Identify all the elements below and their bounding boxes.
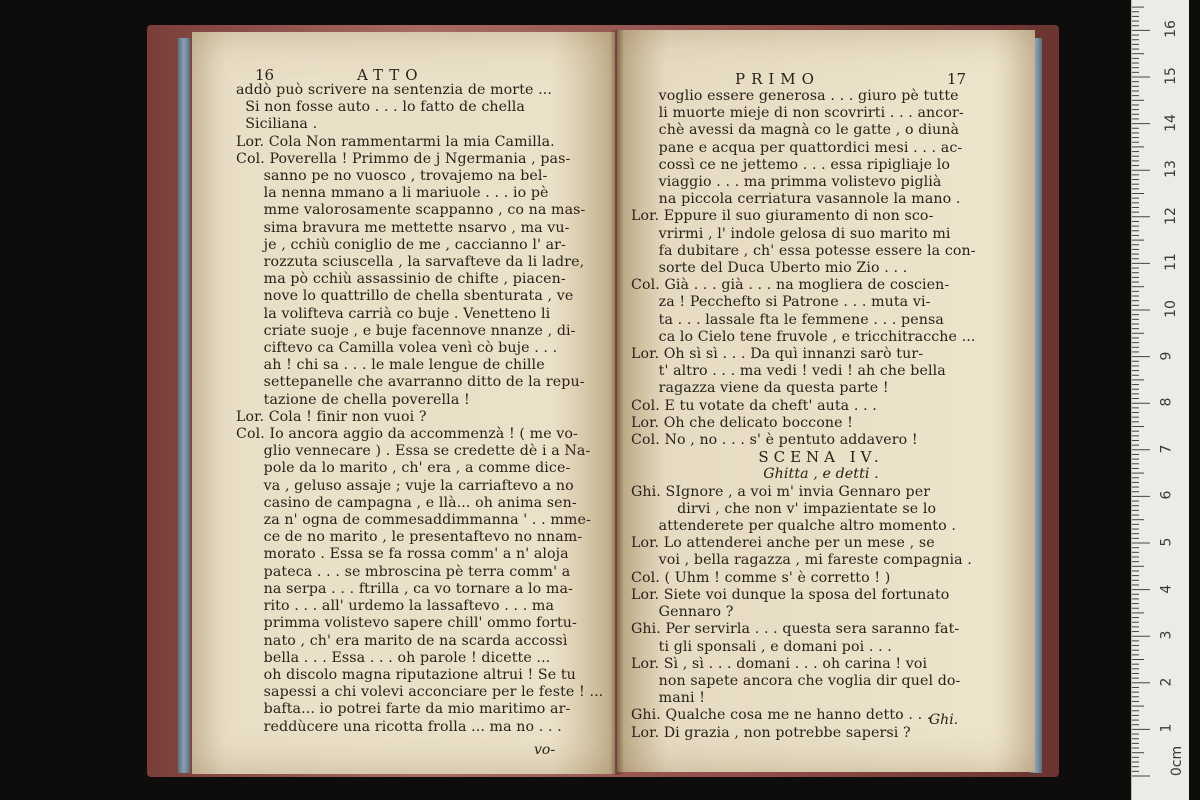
text-line: Col. Poverella ! Primmo de j Ngermania , pas- [236,150,571,167]
text-line: ah ! chi sa . . . le male lengue de chille [236,357,545,374]
ruler-number: 15 [1162,67,1179,85]
ruler-number: 9 [1158,351,1175,361]
text-line: pateca . . . se mbroscina pè terra comm' a [236,563,571,580]
page-number-right: 17 [947,70,967,88]
ruler-number: 7 [1158,444,1175,454]
text-line: ciftevo ca Camilla volea venì cò buje . . . [236,340,558,357]
text-line: fa dubitare , ch' essa potesse essere la con- [631,242,976,259]
text-line: nove lo quattrillo de chella sbenturata , ve [236,288,574,305]
left-page-text [236,82,603,736]
ruler-number: 16 [1162,20,1179,39]
text-line: rozzuta sciuscella , la sarvafteve da li ladre, [236,254,585,271]
text-line: attenderete per qualche altro momento . [631,518,956,535]
text-line: pole da lo marito , ch' era , a comme dice- [236,460,571,477]
text-line: Lor. Cola ! finir non vuoi ? [236,408,427,425]
text-line: Lor. Eppure il suo giuramento di non sco- [631,208,934,225]
text-line: Lor. Siete voi dunque la sposa del fortunato [631,586,950,603]
ruler-number: 6 [1158,490,1175,500]
ruler-number: 2 [1158,677,1175,687]
text-line: na piccola cerriatura vasannole la mano . [631,191,961,208]
text-line: ragazza viene da questa parte ! [631,380,889,397]
text-line: Lor. Di grazia , non potrebbe sapersi ? [631,724,911,741]
text-line: za n' ogna de commesaddimmanna ' . . mme- [236,512,591,529]
text-line: Lor. Cola Non rammentarmi la mia Camilla. [236,133,555,150]
text-line: je , cchiù coniglio de me , caccianno l' ar- [236,236,566,253]
text-line: ca lo Cielo tene fruvole , e tricchitracche ... [631,328,976,345]
scene-cast: Ghitta , e detti . [763,466,879,483]
text-line: non sapete ancora che voglia dir quel do- [631,672,961,689]
text-line: va , geluso assaje ; vuje la carriaftevo a no [236,477,574,494]
text-line: voi , bella ragazza , mi fareste compagnia . [631,552,972,569]
scene-title: SCENA IV. [758,448,884,467]
right-page-text [631,88,1011,742]
text-line: Siciliana . [236,116,318,133]
left-binding-strip [178,38,190,773]
text-line: dirvi , che non v' impazientate se lo [631,500,937,517]
text-line: Ghi. Per servirla . . . questa sera saranno fat- [631,621,960,638]
text-line: Lor. Oh che delicato boccone ! [631,414,853,431]
text-line: ti gli sponsali , e domani poi . . . [631,638,892,655]
text-line: la volifteva carrià co buje . Venetteno li [236,305,551,322]
text-line: ma pò cchiù assassinio de chifte , piacen- [236,271,566,288]
text-line: Ghi. Qualche cosa me ne hanno detto . . . [631,707,932,724]
text-line: Si non fosse auto . . . lo fatto de chella [236,99,525,116]
text-line: cossì ce ne jettemo . . . essa ripigliaje lo [631,156,951,173]
text-line: morato . Essa se fa rossa comm' a n' aloja [236,546,569,563]
text-line: viaggio . . . ma primma volistevo piglià [631,174,942,191]
running-head-right: PRIMO [735,70,820,88]
text-line: tazione de chella poverella ! [236,391,470,408]
ruler-number: 4 [1158,584,1175,594]
text-line: bafta... io potrei farte da mio maritimo ar- [236,701,571,718]
text-line: rito . . . all' urdemo la lassaftevo . . . ma [236,598,555,615]
ruler-number: 10 [1162,300,1179,318]
text-line: casino de campagna , e llà... oh anima sen- [236,494,577,511]
measuring-ruler [1131,0,1189,800]
text-line: voglio essere generosa . . . giuro pè tutte [631,88,959,104]
text-line: Col. ( Uhm ! comme s' è corretto ! ) [631,569,891,586]
running-head-left: ATTO [357,66,424,84]
text-line: na serpa . . . ftrilla , ca vo tornare a lo ma- [236,580,573,597]
text-line: Col. E tu votate da cheft' auta . . . [631,397,877,414]
text-line: sorte del Duca Uberto mio Zio . . . [631,260,908,277]
right-page [617,30,1035,772]
ruler-number: 3 [1158,630,1175,640]
catchword-left: vo- [534,742,556,758]
ruler-number: 1 [1158,723,1175,733]
text-line: la nenna mmano a li mariuole . . . io pè [236,185,549,202]
text-line: vrirmi , l' indole gelosa di suo marito mi [631,225,951,242]
text-line: ta . . . lassale fta le femmene . . . pensa [631,311,944,328]
text-line: mani ! [631,690,706,707]
text-line: sima bravura me mettette nsarvo , ma vu- [236,219,570,236]
book-gutter [610,30,624,775]
text-line: sapessi a chi volevi acconciare per le feste ! ... [236,684,604,701]
text-line: addò può scrivere na sentenzia de morte ... [236,82,552,98]
text-line: glio vennecare ) . Essa se credette dè i a Na- [236,443,591,460]
page-number-left: 16 [255,66,275,84]
ruler-number: 5 [1158,537,1175,547]
text-line: Col. Io ancora aggio da accommenzà ! ( me vo- [236,426,578,443]
text-line: bella . . . Essa . . . oh parole ! dicette ... [236,649,551,666]
text-line: sanno pe no vuosco , trovajemo na bel- [236,168,548,185]
text-line: za ! Pecchefto si Patrone . . . muta vi- [631,294,931,311]
text-line: li muorte mieje di non scovrirti . . . ancor- [631,105,964,122]
text-line: nato , ch' era marito de na scarda accossì [236,632,568,649]
catchword-right: Ghi. [929,712,959,728]
text-line: Gennaro ? [631,604,734,621]
text-line: criate suoje , e buje facennove nnanze , di- [236,322,576,339]
text-line: settepanelle che avarranno ditto de la repu- [236,374,585,391]
text-line: reddùcere una ricotta frolla ... ma no . . . [236,718,562,735]
text-line: ce de no marito , le presentaftevo no nnam- [236,529,583,546]
text-line: t' altro . . . ma vedi ! vedi ! ah che bella [631,363,946,380]
text-line: Col. No , no . . . s' è pentuto addavero ! [631,432,918,449]
left-page [192,32,615,774]
text-line: Lor. Lo attenderei anche per un mese , se [631,535,935,552]
text-line: chè avessi da magnà co le gatte , o diunà [631,122,960,139]
text-line: primma volistevo sapere chill' ommo fortu- [236,615,577,632]
ruler-number: 8 [1158,397,1175,407]
ruler-number: 12 [1162,206,1179,225]
text-line: mme valorosamente scappanno , co na mas- [236,202,586,219]
text-line: Lor. Oh sì sì . . . Da quì innanzi sarò tur- [631,346,924,363]
text-line: oh discolo magna riputazione altrui ! Se tu [236,666,576,683]
ruler-number: 13 [1162,160,1179,179]
text-line: Ghi. SIgnore , a voi m' invia Gennaro per [631,483,931,500]
text-line: Lor. Sì , sì . . . domani . . . oh carina ! voi [631,655,928,672]
text-line: Col. Già . . . già . . . na mogliera de coscien- [631,277,950,294]
ruler-number: 11 [1162,253,1179,272]
ruler-number: 0cm [1169,745,1186,777]
text-line: pane e acqua per quattordici mesi . . . ac- [631,139,963,156]
ruler-number: 14 [1162,113,1179,132]
